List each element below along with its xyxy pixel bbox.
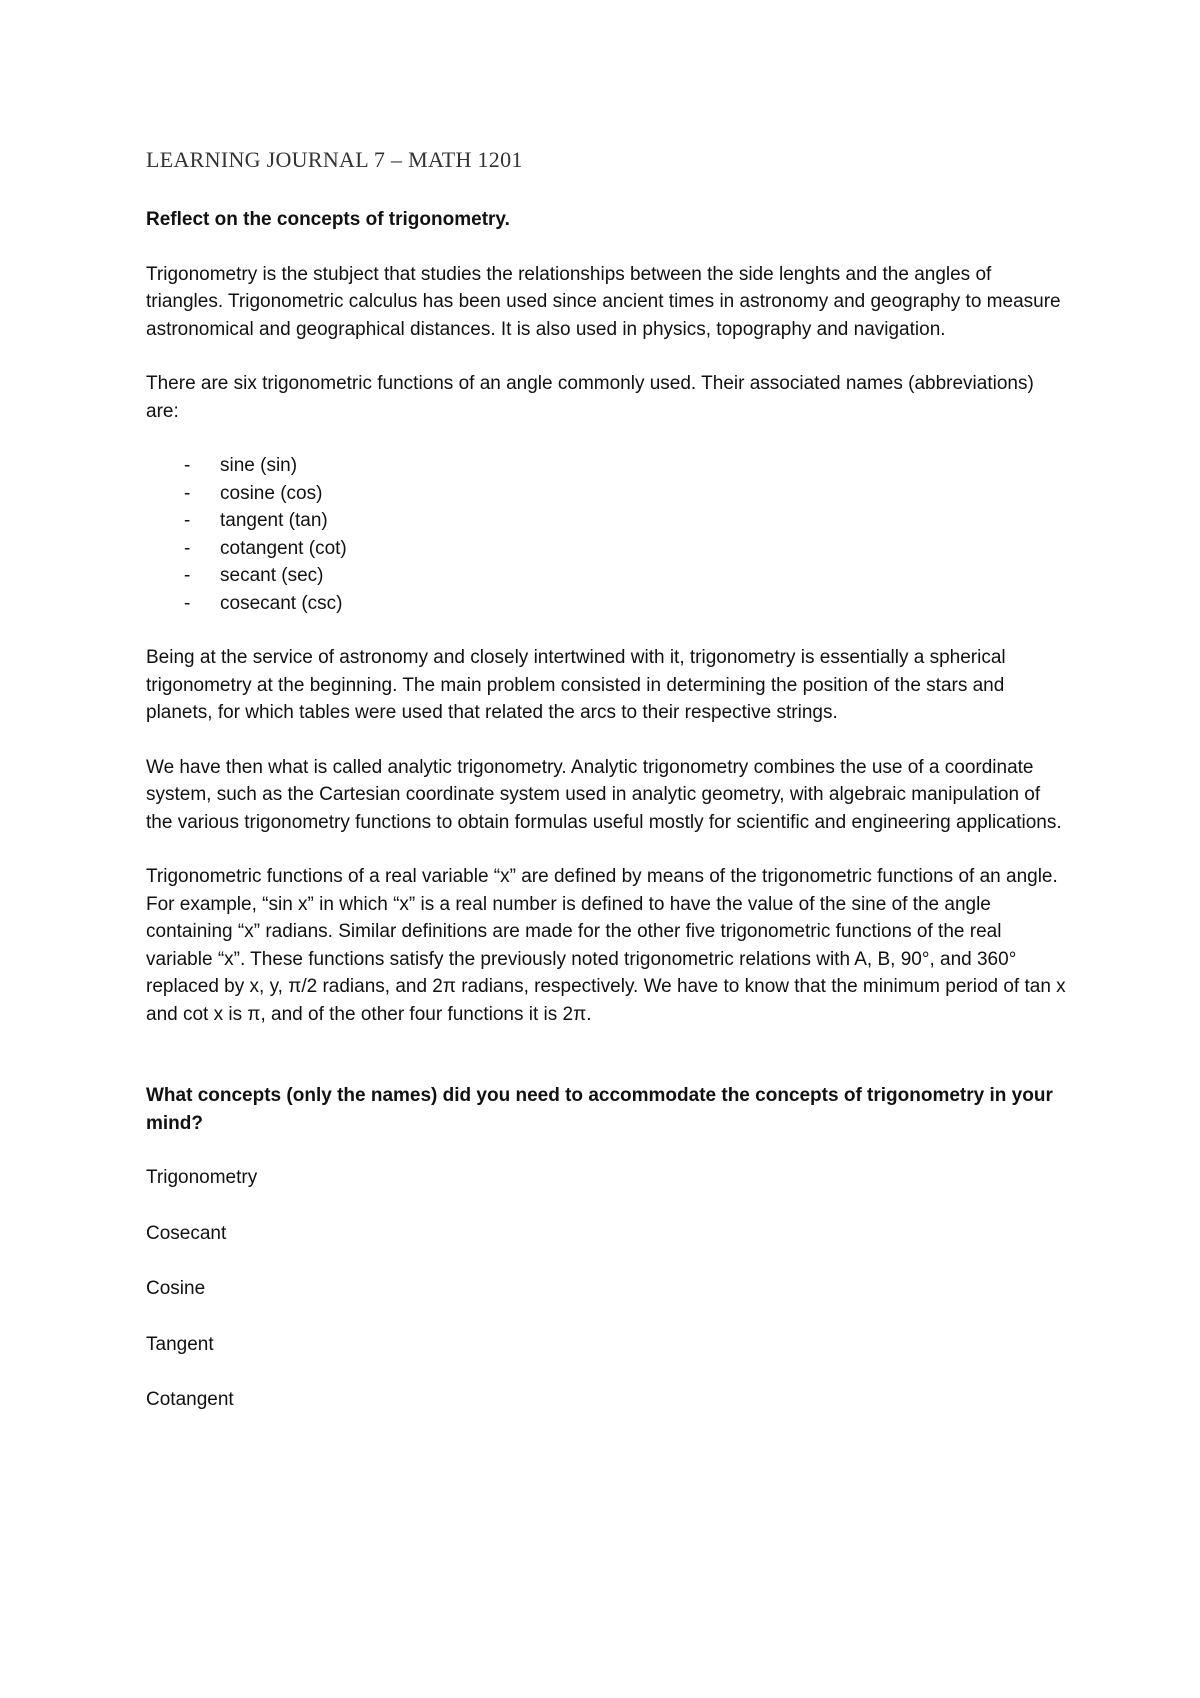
list-marker: - xyxy=(184,592,191,614)
list-marker: - xyxy=(184,482,191,504)
list-item xyxy=(146,507,1066,535)
analytic-trigonometry-paragraph: We have then what is called analytic trigonometry. Analytic trigonometry combines the use of a coordinate system, such as the Cartesian coordinate system used in analytic geometry, with algebraic manipulation of the various trigonometry functions to obtain formulas useful mostly for scientific and engineering applications. xyxy=(146,756,1062,833)
list-item xyxy=(146,562,1066,590)
document-title: LEARNING JOURNAL 7 – MATH 1201 xyxy=(146,147,523,172)
list-item xyxy=(146,452,1066,480)
question-heading: What concepts (only the names) did you need to accommodate the concepts of trigonometry in your mind? xyxy=(146,1085,1053,1134)
list-item-label: tangent (tan) xyxy=(220,510,328,531)
answer-item: Cotangent xyxy=(146,1389,234,1410)
list-marker: - xyxy=(184,510,191,531)
answer-item: Cosecant xyxy=(146,1222,227,1244)
trig-functions-list xyxy=(146,452,1066,617)
list-item xyxy=(146,535,1066,563)
answer-item: Trigonometry xyxy=(146,1167,258,1188)
list-item-label: secant (sec) xyxy=(220,565,324,586)
intro-paragraph: Trigonometry is the stubject that studies the relationships between the side lenghts and the angles of triangles. Trigonometric calculus has been used since ancient times in astronomy and geography to measure astronomical and geographical distances. It is also used in physics, topography and navigation. xyxy=(146,263,1061,340)
section-heading: Reflect on the concepts of trigonometry. xyxy=(146,209,510,230)
document-body xyxy=(146,146,1066,1442)
list-item-label: cosine (cos) xyxy=(220,482,323,504)
list-item-label: cotangent (cot) xyxy=(220,537,347,559)
answer-item: Cosine xyxy=(146,1278,206,1299)
list-item xyxy=(146,480,1066,508)
list-marker: - xyxy=(184,565,191,586)
answer-item: Tangent xyxy=(146,1333,214,1355)
astronomy-paragraph: Being at the service of astronomy and closely intertwined with it, trigonometry is essentially a spherical trigonometry at the beginning. The main problem consisted in determining the position of the stars and planets, for which tables were used that related the arcs to their respective strings. xyxy=(146,647,1006,723)
list-marker: - xyxy=(184,455,191,476)
list-item-label: sine (sin) xyxy=(220,455,298,476)
list-item-label: cosecant (csc) xyxy=(220,592,343,614)
list-marker: - xyxy=(184,537,191,559)
functions-intro-paragraph: There are six trigonometric functions of an angle commonly used. Their associated names (abbreviations) are: xyxy=(146,373,1034,422)
real-variable-paragraph: Trigonometric functions of a real variable “x” are defined by means of the trigonometric functions of an angle. For example, “sin x” in which “x” is a real number is defined to have the value of the sine of the angle containing “x” radians. Similar definitions are made for the other five trigonometric functions of the real variable “x”. These functions satisfy the previously noted trigonometric relations with A, B, 90°, and 360° replaced by x, y, π/2 radians, and 2π radians, respectively. We have to know that the minimum period of tan x and cot x is π, and of the other four functions it is 2π. xyxy=(146,866,1066,1025)
list-item xyxy=(146,590,1066,618)
